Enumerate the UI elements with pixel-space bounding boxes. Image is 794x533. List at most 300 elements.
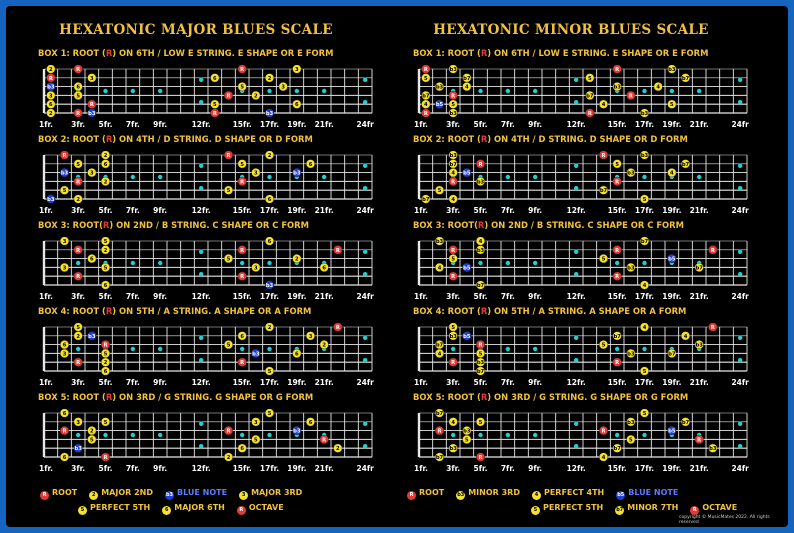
scale-note-marker (463, 435, 472, 444)
scale-note-marker (101, 418, 110, 427)
scale-note-marker (668, 100, 677, 109)
svg-text:2: 2 (267, 75, 272, 82)
box-title-text: BOX 1: ROOT ( (38, 48, 106, 58)
fret-inlay-dot (642, 175, 646, 179)
svg-text:R: R (601, 428, 606, 435)
fret-inlay-dot (103, 433, 107, 437)
fret-inlay-dot (240, 433, 244, 437)
box-title (38, 220, 309, 230)
fret-number-label: 19fr. (662, 378, 682, 387)
fret-number-label: 19fr. (287, 464, 307, 473)
scale-note-marker (599, 453, 608, 462)
fret-number-label: 3fr. (71, 120, 86, 129)
fret-number-label: 1fr. (414, 206, 428, 215)
legend-label: MINOR 3RD (468, 488, 520, 497)
svg-text:R: R (451, 274, 456, 281)
scale-note-marker (60, 409, 69, 417)
fret-inlay-dot (574, 164, 578, 168)
scale-note-marker (74, 160, 83, 169)
svg-text:6: 6 (62, 455, 67, 461)
fret-number-label: 5fr. (98, 292, 113, 301)
scale-note-marker (224, 340, 233, 349)
svg-text:b3: b3 (449, 446, 457, 453)
scale-note-marker (599, 340, 608, 349)
fret-inlay-dot (738, 186, 742, 190)
scale-note-marker (449, 109, 458, 118)
legend-label: BLUE NOTE (177, 488, 228, 497)
scale-note-marker (640, 323, 649, 331)
root-note-marker (238, 65, 247, 73)
fret-inlay-dot (478, 433, 482, 437)
fret-number-label: 7fr. (125, 120, 140, 129)
root-note-marker (320, 435, 329, 444)
legend-item (89, 488, 153, 500)
svg-text:5: 5 (226, 256, 231, 263)
fret-number-label: 17fr. (259, 120, 280, 129)
legend-swatch: 4 (532, 491, 541, 500)
svg-text:5: 5 (465, 437, 469, 444)
fret-inlay-dot (76, 347, 80, 351)
fretboard-diagram (413, 237, 753, 303)
root-note-marker (613, 177, 622, 186)
svg-text:5: 5 (254, 437, 258, 444)
scale-note-marker (47, 91, 56, 100)
fret-number-label: 21fr. (314, 292, 334, 301)
fret-number-label: 1fr. (39, 292, 53, 301)
root-note-marker (334, 323, 343, 331)
fretboard-diagram (413, 409, 753, 475)
fret-inlay-dot (574, 272, 578, 276)
svg-text:R: R (710, 247, 715, 254)
fret-inlay-dot (670, 89, 674, 93)
svg-text:4: 4 (424, 102, 428, 109)
fret-number-label: 12fr. (566, 378, 586, 387)
legend-item (615, 503, 678, 515)
svg-text:R: R (226, 428, 231, 435)
svg-text:5: 5 (76, 161, 80, 168)
scale-note-marker (586, 74, 595, 83)
svg-text:R: R (240, 67, 245, 73)
scale-note-marker (238, 160, 247, 169)
blue-note-marker (668, 426, 677, 435)
fret-inlay-dot (642, 433, 646, 437)
fret-number-label: 9fr. (528, 206, 543, 215)
svg-text:5: 5 (642, 411, 647, 417)
svg-text:5: 5 (76, 325, 80, 331)
scale-note-marker (640, 237, 649, 245)
scale-note-marker (449, 444, 458, 453)
blue-note-marker (463, 332, 472, 341)
scale-note-marker (476, 367, 485, 376)
svg-text:2: 2 (267, 325, 272, 331)
root-note-marker (613, 272, 622, 281)
scale-note-marker (252, 435, 261, 444)
fret-number-label: 5fr. (473, 206, 488, 215)
svg-text:R: R (478, 455, 483, 461)
svg-text:6: 6 (103, 161, 108, 168)
legend-item (162, 503, 225, 515)
svg-text:5: 5 (226, 342, 231, 349)
legend-label: ROOT (52, 488, 78, 497)
svg-text:R: R (335, 325, 340, 331)
svg-text:b5: b5 (668, 428, 676, 435)
svg-text:b7: b7 (681, 419, 690, 426)
fret-number-label: 21fr. (314, 464, 334, 473)
legend-label: MAJOR 3RD (251, 488, 303, 497)
svg-text:b7: b7 (422, 93, 430, 100)
fret-inlay-dot (642, 261, 646, 265)
fret-number-label: 1fr. (414, 120, 428, 129)
legend-label: OCTAVE (702, 503, 738, 512)
svg-text:6: 6 (295, 102, 299, 109)
scale-note-marker (681, 74, 690, 83)
svg-text:2: 2 (254, 93, 258, 100)
svg-text:R: R (615, 67, 620, 73)
fret-number-label: 3fr. (71, 464, 86, 473)
scale-note-marker (422, 195, 431, 204)
scale-note-marker (613, 82, 622, 91)
fret-inlay-dot (697, 175, 701, 179)
svg-text:b3: b3 (449, 153, 457, 159)
fret-number-label: 7fr. (500, 120, 515, 129)
fret-number-label: 7fr. (500, 292, 515, 301)
scale-note-marker (435, 340, 444, 349)
scale-note-marker (668, 349, 677, 358)
fret-inlay-dot (615, 261, 619, 265)
fret-inlay-dot (131, 175, 135, 179)
box-title-text: ) ON 2ND / B STRING. C SHAPE OR C FORM (484, 220, 684, 230)
fret-inlay-dot (506, 89, 510, 93)
svg-text:6: 6 (322, 265, 326, 272)
root-symbol: R (477, 220, 485, 230)
fret-number-label: 17fr. (634, 120, 655, 129)
scale-note-marker (88, 435, 97, 444)
svg-text:5: 5 (478, 419, 483, 426)
fret-inlay-dot (363, 444, 367, 448)
root-note-marker (709, 246, 718, 255)
root-note-marker (476, 453, 485, 462)
fret-inlay-dot (131, 347, 135, 351)
legend-swatch: 3 (239, 491, 248, 500)
root-note-marker (476, 160, 485, 169)
root-symbol: R (480, 392, 488, 402)
scale-note-marker (476, 349, 485, 358)
fret-inlay-dot (738, 100, 742, 104)
fret-number-label: 21fr. (689, 120, 709, 129)
svg-text:3: 3 (308, 333, 313, 340)
svg-text:R: R (226, 153, 231, 159)
scale-note-marker (293, 254, 302, 263)
fret-number-label: 3fr. (446, 464, 461, 473)
scale-note-marker (101, 177, 110, 186)
box-title-text: BOX 4: ROOT ( (413, 306, 481, 316)
scale-note-marker (476, 418, 485, 427)
fret-inlay-dot (363, 336, 367, 340)
scale-note-marker (640, 281, 649, 290)
scale-note-marker (627, 349, 636, 358)
svg-text:2: 2 (103, 179, 108, 186)
box-title (413, 306, 686, 316)
scale-note-marker (613, 160, 622, 169)
svg-text:2: 2 (103, 360, 108, 367)
scale-note-marker (265, 409, 274, 417)
svg-text:R: R (628, 93, 633, 100)
root-note-marker (238, 246, 247, 255)
fret-number-label: 1fr. (39, 206, 53, 215)
scale-note-marker (476, 281, 485, 290)
blue-note-marker (265, 109, 274, 118)
svg-text:4: 4 (437, 265, 442, 272)
fret-number-label: 17fr. (634, 206, 655, 215)
fret-number-label: 17fr. (259, 206, 280, 215)
fret-number-label: 9fr. (153, 378, 168, 387)
fret-inlay-dot (738, 164, 742, 168)
svg-text:5: 5 (437, 188, 442, 195)
svg-text:R: R (62, 428, 67, 435)
fret-inlay-dot (199, 78, 203, 82)
svg-text:R: R (322, 437, 327, 444)
scale-note-marker (449, 195, 458, 204)
box-title-text: BOX 2: ROOT ( (38, 134, 106, 144)
fret-number-label: 12fr. (566, 120, 586, 129)
root-note-marker (74, 272, 83, 281)
box-title-text: ) ON 2ND / B STRING. C SHAPE OR C FORM (109, 220, 309, 230)
legend-swatch: b3 (457, 492, 465, 498)
svg-text:2: 2 (76, 197, 80, 203)
blue-note-marker (88, 332, 97, 341)
fret-inlay-dot (738, 336, 742, 340)
blue-note-marker (435, 100, 444, 109)
root-note-marker (101, 453, 110, 462)
svg-text:6: 6 (267, 197, 272, 203)
root-note-marker (422, 109, 431, 118)
fret-number-label: 9fr. (153, 206, 168, 215)
poster-frame (6, 6, 788, 527)
svg-text:4: 4 (683, 333, 688, 340)
legend-label: BLUE NOTE (628, 488, 679, 497)
fret-inlay-dot (738, 78, 742, 82)
svg-text:6: 6 (76, 84, 80, 91)
fret-number-label: 21fr. (689, 378, 709, 387)
fret-number-label: 12fr. (566, 206, 586, 215)
fret-inlay-dot (697, 89, 701, 93)
scale-note-marker (211, 100, 220, 109)
legend-item (531, 503, 603, 515)
svg-text:b3: b3 (476, 247, 485, 254)
fret-number-label: 9fr. (153, 292, 168, 301)
svg-text:5: 5 (103, 419, 108, 426)
fret-number-label: 3fr. (71, 292, 86, 301)
box-title (413, 48, 708, 58)
fretboard-diagram (38, 65, 378, 131)
scale-note-marker (252, 91, 261, 100)
fret-inlay-dot (199, 164, 203, 168)
fret-number-label: 17fr. (634, 464, 655, 473)
svg-text:R: R (710, 325, 715, 331)
scale-note-marker (60, 237, 69, 245)
svg-text:3: 3 (49, 93, 53, 100)
legend-label: MINOR 7TH (627, 503, 679, 512)
svg-text:b3: b3 (613, 84, 621, 91)
legend-swatch: R (690, 506, 699, 515)
fret-number-label: 24fr (356, 120, 374, 129)
svg-text:b5: b5 (463, 333, 471, 340)
svg-text:b7: b7 (449, 161, 457, 168)
root-note-marker (613, 246, 622, 255)
fret-inlay-dot (363, 272, 367, 276)
svg-text:5: 5 (240, 161, 244, 168)
svg-text:R: R (76, 247, 81, 254)
scale-note-marker (238, 444, 247, 453)
fret-inlay-dot (322, 89, 326, 93)
box-title (38, 134, 313, 144)
svg-text:b7: b7 (586, 93, 594, 100)
root-note-marker (586, 109, 595, 118)
minor-blues-panel (381, 6, 761, 527)
svg-text:R: R (423, 111, 428, 117)
root-note-marker (74, 109, 83, 118)
scale-note-marker (74, 332, 83, 341)
legend-swatch: R (40, 491, 49, 500)
scale-note-marker (463, 82, 472, 91)
scale-note-marker (613, 444, 622, 453)
legend-swatch: b3 (165, 492, 174, 498)
fret-inlay-dot (158, 175, 162, 179)
fret-inlay-dot (642, 89, 646, 93)
fret-inlay-dot (533, 347, 537, 351)
scale-note-marker (695, 263, 704, 272)
svg-text:4: 4 (670, 170, 674, 177)
fret-number-label: 24fr (356, 206, 374, 215)
root-note-marker (238, 358, 247, 367)
copyright-note: copyright © MusicMates 2022. All rights reserved (679, 515, 770, 525)
scale-note-marker (252, 168, 261, 177)
svg-text:b3: b3 (47, 84, 55, 91)
fret-inlay-dot (363, 422, 367, 426)
scale-note-marker (476, 177, 485, 186)
fret-number-label: 12fr. (191, 120, 211, 129)
svg-text:6: 6 (213, 75, 217, 82)
fret-number-label: 9fr. (528, 464, 543, 473)
root-note-marker (449, 272, 458, 281)
svg-text:5: 5 (76, 93, 80, 100)
scale-note-marker (640, 409, 649, 417)
svg-text:3: 3 (62, 265, 67, 272)
panel-title: HEXATONIC MAJOR BLUES SCALE (59, 22, 333, 38)
scale-note-marker (435, 409, 444, 417)
scale-note-marker (293, 349, 302, 358)
box-title-text: ) ON 6TH / LOW E STRING. E SHAPE OR E FORM (487, 48, 709, 58)
box-title-text: BOX 2: ROOT ( (413, 134, 481, 144)
blue-note-marker (47, 195, 56, 204)
scale-note-marker (695, 340, 704, 349)
svg-text:5: 5 (451, 256, 455, 263)
root-note-marker (599, 151, 608, 159)
svg-text:3: 3 (254, 170, 258, 177)
svg-text:R: R (76, 67, 81, 73)
blue-note-marker (74, 444, 83, 453)
fret-number-label: 3fr. (446, 292, 461, 301)
svg-text:b3: b3 (668, 67, 676, 73)
fret-number-label: 7fr. (125, 464, 140, 473)
svg-text:5: 5 (670, 102, 674, 109)
legend-label: MAJOR 6TH (174, 503, 225, 512)
fret-number-label: 1fr. (414, 378, 428, 387)
box-title (413, 134, 688, 144)
legend-label: MAJOR 2ND (101, 488, 153, 497)
scale-note-marker (476, 358, 485, 367)
root-note-marker (88, 100, 97, 109)
scale-note-marker (449, 323, 458, 331)
svg-text:2: 2 (103, 247, 108, 254)
svg-text:R: R (615, 274, 620, 281)
svg-text:R: R (240, 274, 245, 281)
scale-note-marker (60, 453, 69, 462)
fret-number-label: 15fr. (232, 378, 252, 387)
scale-note-marker (60, 349, 69, 358)
scale-note-marker (74, 195, 83, 204)
box-title-text: ) ON 5TH / A STRING. A SHAPE OR A FORM (487, 306, 687, 316)
svg-text:R: R (76, 274, 81, 281)
root-note-marker (74, 358, 83, 367)
fret-inlay-dot (533, 433, 537, 437)
legend-row (40, 488, 314, 500)
svg-text:4: 4 (478, 239, 483, 245)
svg-text:b7: b7 (435, 455, 444, 461)
fret-inlay-dot (574, 250, 578, 254)
svg-text:R: R (103, 342, 108, 349)
fret-inlay-dot (506, 175, 510, 179)
root-note-marker (334, 246, 343, 255)
svg-text:R: R (423, 67, 428, 73)
fret-inlay-dot (131, 433, 135, 437)
svg-text:5: 5 (267, 411, 272, 417)
scale-note-marker (476, 237, 485, 245)
svg-text:b7: b7 (599, 188, 608, 195)
svg-text:6: 6 (240, 333, 244, 340)
svg-text:5: 5 (601, 256, 606, 263)
root-symbol: R (105, 306, 113, 316)
scale-note-marker (681, 332, 690, 341)
svg-text:b3: b3 (627, 170, 635, 177)
svg-text:b3: b3 (435, 84, 444, 91)
fret-number-label: 3fr. (446, 378, 461, 387)
legend-swatch: 2 (89, 491, 98, 500)
svg-text:R: R (240, 247, 245, 254)
scale-note-marker (265, 74, 274, 83)
fretboard-diagram (38, 323, 378, 389)
scale-note-marker (88, 74, 97, 83)
svg-text:b3: b3 (709, 446, 717, 453)
fret-number-label: 15fr. (232, 206, 252, 215)
legend-item (616, 488, 678, 500)
fret-inlay-dot (642, 347, 646, 351)
fret-inlay-dot (199, 272, 203, 276)
fretboard-diagram (413, 65, 753, 131)
svg-text:R: R (451, 360, 456, 367)
svg-text:5: 5 (240, 84, 244, 91)
fret-number-label: 24fr (356, 378, 374, 387)
root-note-marker (74, 65, 83, 73)
major-blues-panel (6, 6, 386, 527)
legend-item (239, 488, 302, 500)
legend-item (40, 488, 77, 500)
fret-number-label: 7fr. (500, 378, 515, 387)
svg-text:b3: b3 (293, 428, 301, 435)
svg-text:b5: b5 (435, 102, 444, 109)
svg-text:4: 4 (601, 102, 606, 109)
fret-number-label: 15fr. (607, 206, 627, 215)
